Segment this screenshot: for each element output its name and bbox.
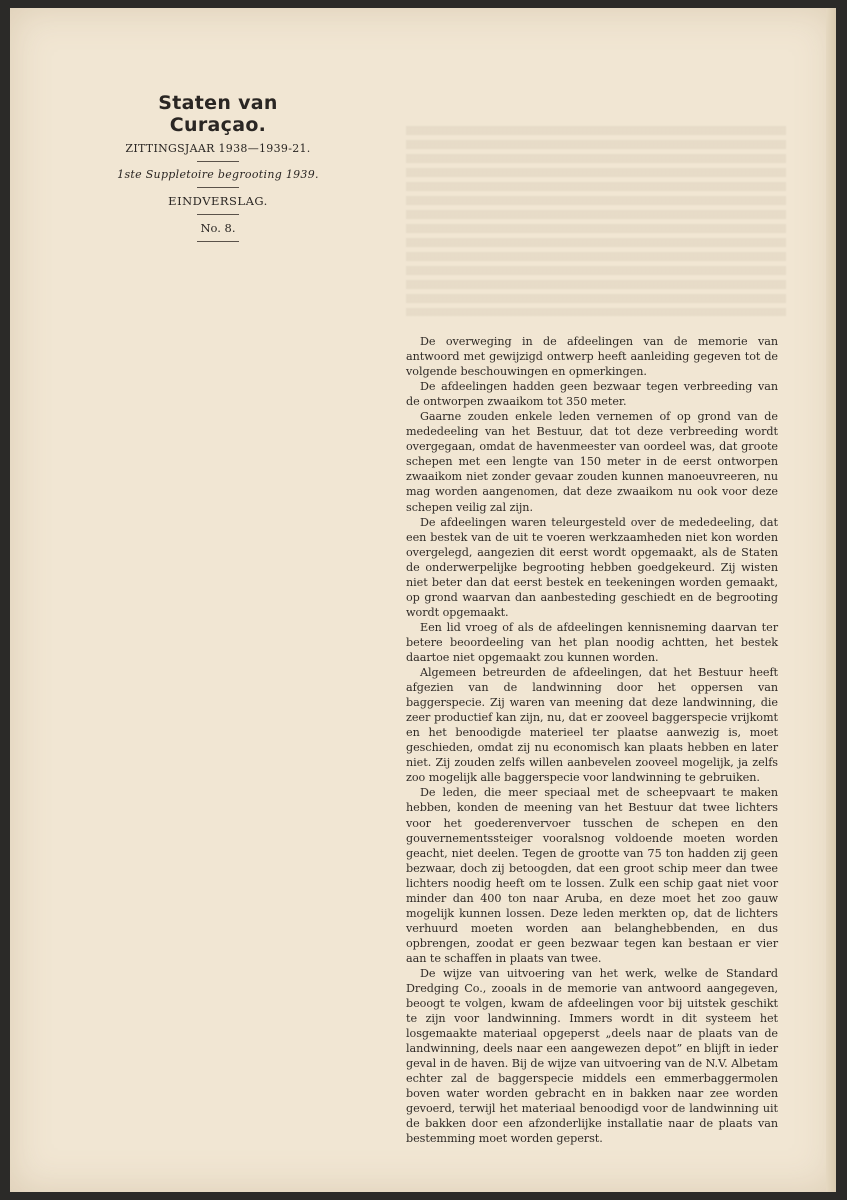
document-number: No. 8. xyxy=(200,221,236,235)
document-header xyxy=(108,92,328,242)
document-title: Staten van Curaçao. xyxy=(158,92,278,136)
paragraph: Algemeen betreurden de afdeelingen, dat het Bestuur heeft afgezien van de landwinning door het oppersen van baggerspecie. Zij waren van meening dat deze landwinning, die zeer productief kan zijn, nu, dat er zooveel baggerspecie vrijkomt en het benoodigde materieel ter plaatse aanwezig is, moet geschieden, omdat zij nu economisch kan plaats hebben en later niet. Zij zouden zelfs willen aanbevelen zooveel mogelijk, ja zelfs zoo mogelijk alle baggerspecie voor landwinning te gebruiken. xyxy=(406,666,778,785)
paragraph: De wijze van uitvoering van het werk, welke de Standard Dredging Co., zooals in de memorie van antwoord aangegeven, beoogt te volgen, kwam de afdeelingen voor bij uitstek geschikt te zijn voor landwinning. Immers wordt in dit systeem het losgemaakte materiaal opgeperst „deels naar de plaats van de landwinning, deels naar een aangewezen depot” en blijft in ieder geval in de haven. Bij de wijze van uitvoering van de N.V. Albetam echter zal de baggerspecie middels een emmerbaggermolen boven water worden gebracht en in bakken naar zee worden gevoerd, terwijl het materiaal benoodigd voor de landwinning uit de bakken door een afzonderlijke installatie naar de plaats van bestemming moet worden geperst. xyxy=(406,966,778,1146)
divider xyxy=(197,241,239,242)
document-page xyxy=(10,8,836,1192)
paragraph: Een lid vroeg of als de afdeelingen kennisneming daarvan ter betere beoordeeling van het plan noodig achtten, het bestek daartoe niet opgemaakt zou kunnen worden. xyxy=(406,620,778,664)
divider xyxy=(197,187,239,188)
page-edge xyxy=(826,8,836,1192)
paragraph: De leden, die meer speciaal met de scheepvaart te maken hebben, konden de meening van het Bestuur dat twee lichters voor het goederenvervoer tusschen de schepen en den gouvernementssteiger vooralsnog voldoende moeten worden geacht, niet deelen. Tegen de grootte van 75 ton hadden zij geen bezwaar, doch zij betoogden, dat een groot schip meer dan twee lichters noodig heeft om te lossen. Zulk een schip gaat niet voor minder dan 400 ton naar Aruba, en deze moet het zoo gauw mogelijk kunnen lossen. Deze leden merkten op, dat de lichters verhuurd moeten worden aan belanghebbenden, en dus opbrengen, zoodat er geen bezwaar tegen kan bestaan er vier aan te schaffen in plaats van twee. xyxy=(406,786,778,965)
paragraph: De afdeelingen hadden geen bezwaar tegen verbreeding van de ontworpen zwaaikom tot 350 meter. xyxy=(406,380,778,409)
paragraph: De overweging in de afdeelingen van de memorie van antwoord met gewijzigd ontwerp heeft aanleiding gegeven tot de volgende beschouwingen en opmerkingen. xyxy=(406,335,778,379)
session-year: ZITTINGSJAAR 1938—1939-21. xyxy=(125,142,311,155)
document-subtitle: 1ste Suppletoire begrooting 1939. xyxy=(117,168,319,181)
document-body xyxy=(406,334,778,1147)
divider xyxy=(197,214,239,215)
paragraph: De afdeelingen waren teleurgesteld over de mededeeling, dat een bestek van de uit te voeren werkzaamheden niet kon worden overgelegd, aangezien dit eerst wordt opgemaakt, als de Staten de onderwerpelijke begrooting hebben goedgekeurd. Zij wisten niet beter dan dat eerst bestek en teekeningen worden gemaakt, op grond waarvan dan aanbesteding geschiedt en de begrooting wordt opgemaakt. xyxy=(406,515,778,619)
bleed-through-text xyxy=(406,126,786,316)
divider xyxy=(197,161,239,162)
report-type: EINDVERSLAG. xyxy=(168,194,268,208)
paragraph: Gaarne zouden enkele leden vernemen of op grond van de mededeeling van het Bestuur, dat tot deze verbreeding wordt overgegaan, omdat de havenmeester van oordeel was, dat groote schepen met een lengte van 150 meter in de eerst ontworpen zwaaikom niet zonder gevaar zouden kunnen manoeuvreeren, nu mag worden aangenomen, dat deze zwaaikom nu ook voor deze schepen veilig zal zijn. xyxy=(406,410,778,514)
